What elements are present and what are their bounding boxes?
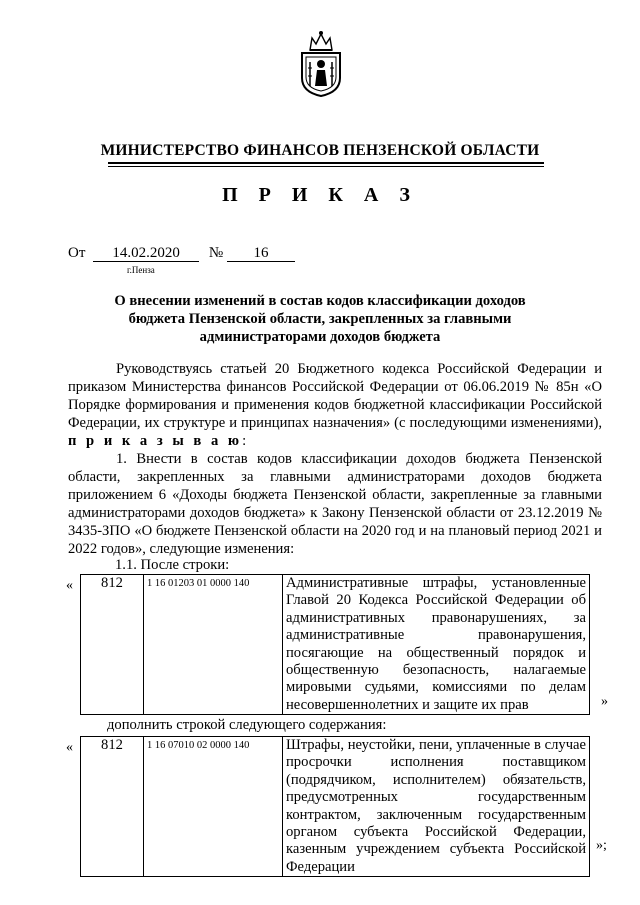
table-row	[81, 575, 590, 715]
table-row	[81, 737, 590, 877]
table1-close-quote: »	[601, 694, 608, 709]
city-label: г.Пенза	[127, 265, 155, 275]
paragraph-item-1: 1. Внести в состав кодов классификации доходов бюджета Пензенской области, закрепленных за главными администраторами доходов бюджета приложением 6 «Доходы бюджета Пензенской области, закрепленные за главными администраторами доходов бюджета» к Закону Пензенской области от 23.12.2019 № 3435-ЗПО «О бюджете Пензенской области на 2020 год и на плановый период 2021 и 2022 годов», следующие изменения:	[68, 451, 602, 557]
revenue-name-cell: Административные штрафы, установленные Главой 20 Кодекса Российской Федерации об административных правонарушениях, за административные правонарушения, посягающие на общественный порядок и общественную безопасность, налагаемые мировыми судьями, комиссиями по делам несовершеннолетних и защите их прав	[283, 575, 590, 715]
document-title: О внесении изменений в состав кодов классификации доходов бюджета Пензенской области, закрепленных за главными администраторами доходов бюджета	[114, 293, 526, 345]
ministry-name: МИНИСТЕРСТВО ФИНАНСОВ ПЕНЗЕНСКОЙ ОБЛАСТИ	[100, 142, 540, 159]
header-rule	[108, 162, 544, 164]
add-line-text: дополнить строкой следующего содержания:	[107, 717, 387, 733]
subitem-heading: 1.1. После строки:	[115, 557, 230, 573]
number-label: №	[208, 245, 224, 261]
table2-close-quote: »;	[596, 838, 607, 853]
header-rule-thin	[108, 166, 544, 167]
order-date: 14.02.2020	[93, 246, 199, 262]
order-number: 16	[227, 246, 295, 262]
kbk-code-cell: 1 16 01203 01 0000 140	[144, 575, 283, 715]
from-label: От	[68, 245, 86, 261]
table1-open-quote: «	[66, 578, 73, 593]
decree-word: п р и к а з ы в а ю	[68, 433, 243, 449]
decree-colon: :	[242, 433, 247, 449]
kbk-code-cell: 1 16 07010 02 0000 140	[144, 737, 283, 877]
classification-table-existing	[80, 574, 590, 715]
document-body	[68, 360, 602, 558]
paragraph-basis-text: Руководствуясь статьей 20 Бюджетного кодекса Российской Федерации и приказом Министерства финансов Российской Федерации от 06.06.2019 № 85н «О Порядке формирования и применения кодов бюджетной классификации Российской Федерации, их структуре и принципах назначения» (с последующими изменениями),	[68, 361, 602, 431]
admin-code-cell: 812	[81, 737, 144, 877]
classification-table-new	[80, 736, 590, 877]
revenue-name-cell: Штрафы, неустойки, пени, уплаченные в случае просрочки исполнения поставщиком (подрядчиком, исполнителем) обязательств, предусмотренных государственным контрактом, заключенным государственным органом субъекта Российской Федерации, казенным учреждением субъекта Российской Федерации	[283, 737, 590, 877]
table2-open-quote: «	[66, 740, 73, 755]
paragraph-basis	[68, 360, 602, 450]
dateline	[68, 245, 295, 262]
order-heading: П Р И К А З	[222, 184, 418, 206]
coat-of-arms-emblem	[298, 28, 344, 98]
admin-code-cell: 812	[81, 575, 144, 715]
